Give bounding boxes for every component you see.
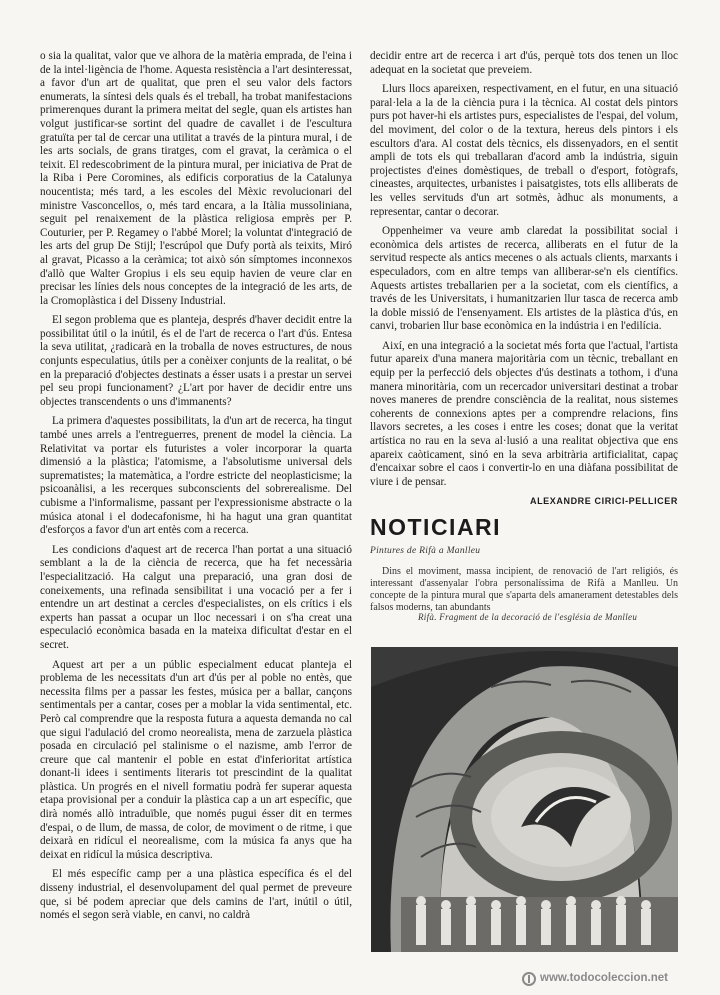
article-paragraph: Les condicions d'aquest art de recerca l'han portat a una situació semblant a la de la ciència de recerca, que ha fet necessària l'especialització. Ha calgut una preparació, una gran dosi de coneixements, una refinada sensibilitat i una vocació per a fer i entendre un art destinat a cercles d'especialistes, on els crítics i els experts han passat a ocupar un lloc necessari i on s'ha creat una especulació econòmica basada en la mateixa dificultat d'estar en el secret.: [40, 543, 352, 651]
news-subtitle: Pintures de Rifà a Manlleu: [370, 546, 481, 556]
article-paragraph: El més específic camp per a una plàstica específica és el del disseny industrial, el desenvolupament del qual permet de preveure que, si bé podem apreciar que dels camins de l'art, inútil o útil, només el segon serà viable, en canvi, no caldrà: [40, 868, 352, 922]
article-paragraph: o sia la qualitat, valor que ve alhora de la matèria emprada, de l'eina i de la intel·ligència de l'home. Aquesta resistència a l'art desinteressat, a favor d'un art de qualitat, que pren el seu valor dels factors enumerats, la síntesi dels quals és el treball, ha trobat manifestacions primerenques durant la primera meitat del segle, quan els artistes han volgut justificar-se sortint del quadre de cavallet i de l'escultura gratuïta per tal de cercar una utilitat a través de la pintura mural, i de les arts socials, de grans tiratges, com el gravat, la ceràmica o el teixit. El redescobriment de la pintura mural, per iniciativa de Prat de la Riba i Pere Coromines, als edificis corporatius de la Catalunya noucentista; més tard, a les escoles del Mèxic revolucionari del ministre Vasconcellos, o, més tard encara, a la Itàlia mussoliniana, seguit pel renaixement de la plàstica religiosa emprès per P. Couturier, per P. Regamey o l'abbé Morel; la voluntat d'integració de les arts del grup De Stijl; l'escrúpol que Dufy portà als teixits, Miró al gravat, Picasso a la ceràmica; tot això són símptomes inconnexos d'allò que Walter Gropius i els seu equip havien de veure clar en precisar les línies dels nous conceptes de la integració de les arts, de la Cromoplàstica i del Disseny Industrial.: [40, 50, 352, 307]
todocoleccion-logo-icon: [522, 972, 536, 986]
photo-caption: Rifà. Fragment de la decoració de l'església de Manlleu: [418, 612, 638, 622]
article-paragraph: decidir entre art de recerca i art d'ús, perquè tots dos tenen un lloc adequat en la societat que preveiem.: [370, 50, 678, 76]
article-paragraph: La primera d'aquestes possibilitats, la d'un art de recerca, ha tingut també unes arrels a l'entreguerres, prenent de model la ciència. La Relativitat va portar els futuristes a voler incorporar la quarta dimensió a la plàstica; l'atomisme, a l'absolutisme universal dels suprematistes; la matemàtica, a l'ordre estricte del neoplasticisme; la psicoanàlisi, a les recerques subconscients del sobrerealisme. Del cubisme a l'informalisme, passant per l'expressionisme abstracte o la música atonal i el dodecafonisme, hi ha hagut una gran quantitat d'esforços a favor d'un art entès com a recerca.: [40, 415, 352, 537]
article-paragraph: El segon problema que es planteja, després d'haver decidit entre la possibilitat útil o la inútil, és el de l'art de recerca o l'art d'ús. Entesa la seva utilitat, ¿radicarà en la troballa de noves estructures, de nous conjunts especulatius, útils per a conèixer conjunts de la realitat, o bé en la preparació d'objectes destinats a ésser usats i a prestar un servei pel seu propi funcionament? ¿L'art por haver de decidir entre uns objectes transcendents o uns d'immanents?: [40, 314, 352, 408]
mural-photo: [371, 647, 678, 952]
mural-illustration: [371, 647, 678, 952]
right-text-column: [370, 50, 678, 509]
watermark-url[interactable]: www.todocoleccion.net: [540, 972, 668, 984]
left-text-column: [40, 50, 352, 929]
article-paragraph: Llurs llocs apareixen, respectivament, en el futur, en una situació paral·lela a la de la ciència pura i la tècnica. Al costat dels pintors purs pot haver-hi els artistes purs, especialistes de l'espai, del volum, del moviment, del color o de la textura, hereus dels pintors i els escultors d'ara. Al costat dels tècnics, els dissenyadors, en el sentit ampli de tots els qui treballaran d'acord amb la indústria, siguin projectistes d'eines domèstiques, de treball o d'esport, fotògrafs, cineastes, arquitectes, urbanistes i paisatgistes, tots ells alliberats de les velles servituds d'un art sotmès, àdhuc als monuments, a representar, cantar o decorar.: [370, 83, 678, 218]
article-paragraph: Oppenheimer va veure amb claredat la possibilitat social i econòmica dels artistes de recerca, alliberats en el futur de la servitud respecte als antics mecenes o als actuals clients, marxants i especuladors, com en altre temps van alliberar-se'n els científics. Aquests artistes treballarien per a la societat, com els científics, a través de les Universitats, i humanitzarien llur tasca de recerca amb la doble missió de l'ensenyament. Els artistes de la plàstica d'ús, en canvi, trobarien llur base econòmica en la indústria i en l'edilícia.: [370, 225, 678, 333]
article-paragraph: Aquest art per a un públic especialment educat planteja el problema de les necessitats d'un art d'ús per al poble no entès, que necessita films per a passar les festes, música per a ballar, cançons sentimentals per a cantar, coses per a moblar la vida sentimental, etc. Però cal comprendre que la resposta futura a aquesta demanda no cal que sigui l'adulació del cromo neorealista, mena de zarzuela plàstica posada en circulació pel stalinisme o el nazisme, amb l'error de creure que cal mantenir el poble en estat d'inferioritat artística donant-li idees i sentiments literaris tot prescindint de la qualitat plàstica. Un progrés en el nivell formatiu podrà fer superar aquesta etapa provisional per a conduir la plàstica cap a un art específic, que dirà només allò intraduïble, que només pugui ésser dit en termes d'espai, o de llum, de massa, de color, de moviment o de ritme, i que deixarà en ridícul el neorealisme, com la música fa anys que ha deixat en ridícul la música descriptiva.: [40, 658, 352, 861]
author-signature: ALEXANDRE CIRICI-PELLICER: [529, 496, 678, 507]
section-title: NOTICIARI: [370, 514, 502, 540]
article-paragraph: Així, en una integració a la societat més forta que l'actual, l'artista futur apareix d'una manera majoritària com un tècnic, treballant en equip per la perfecció dels objectes d'ús destinats a tothom, i d'una manera minoritària, com un recercador universitari destinat a trobar noves maneres de prendre consciència de la realitat, nous sistemes coherents de connexions aptes per a comprendre relacions, fins llavors secretes, a les coses i entre les coses; donat que la veritat artística no rau en la seva al·lusió a una realitat objectiva que ens apareix caòticament, sinó en la seva arbitrària artificialitat, capaç d'encaixar sobre el caos i convertir-lo en una diàfana possibilitat de viure i de pensar.: [370, 339, 678, 488]
news-text: Dins el moviment, massa incipient, de renovació de l'art religiós, és interessant d'assenyalar l'obra personalíssima de Rifà a Manlleu. Un concepte de la pintura mural que s'aparta dels amanerament detestables dels falsos moderns, tan abundants: [370, 566, 678, 613]
